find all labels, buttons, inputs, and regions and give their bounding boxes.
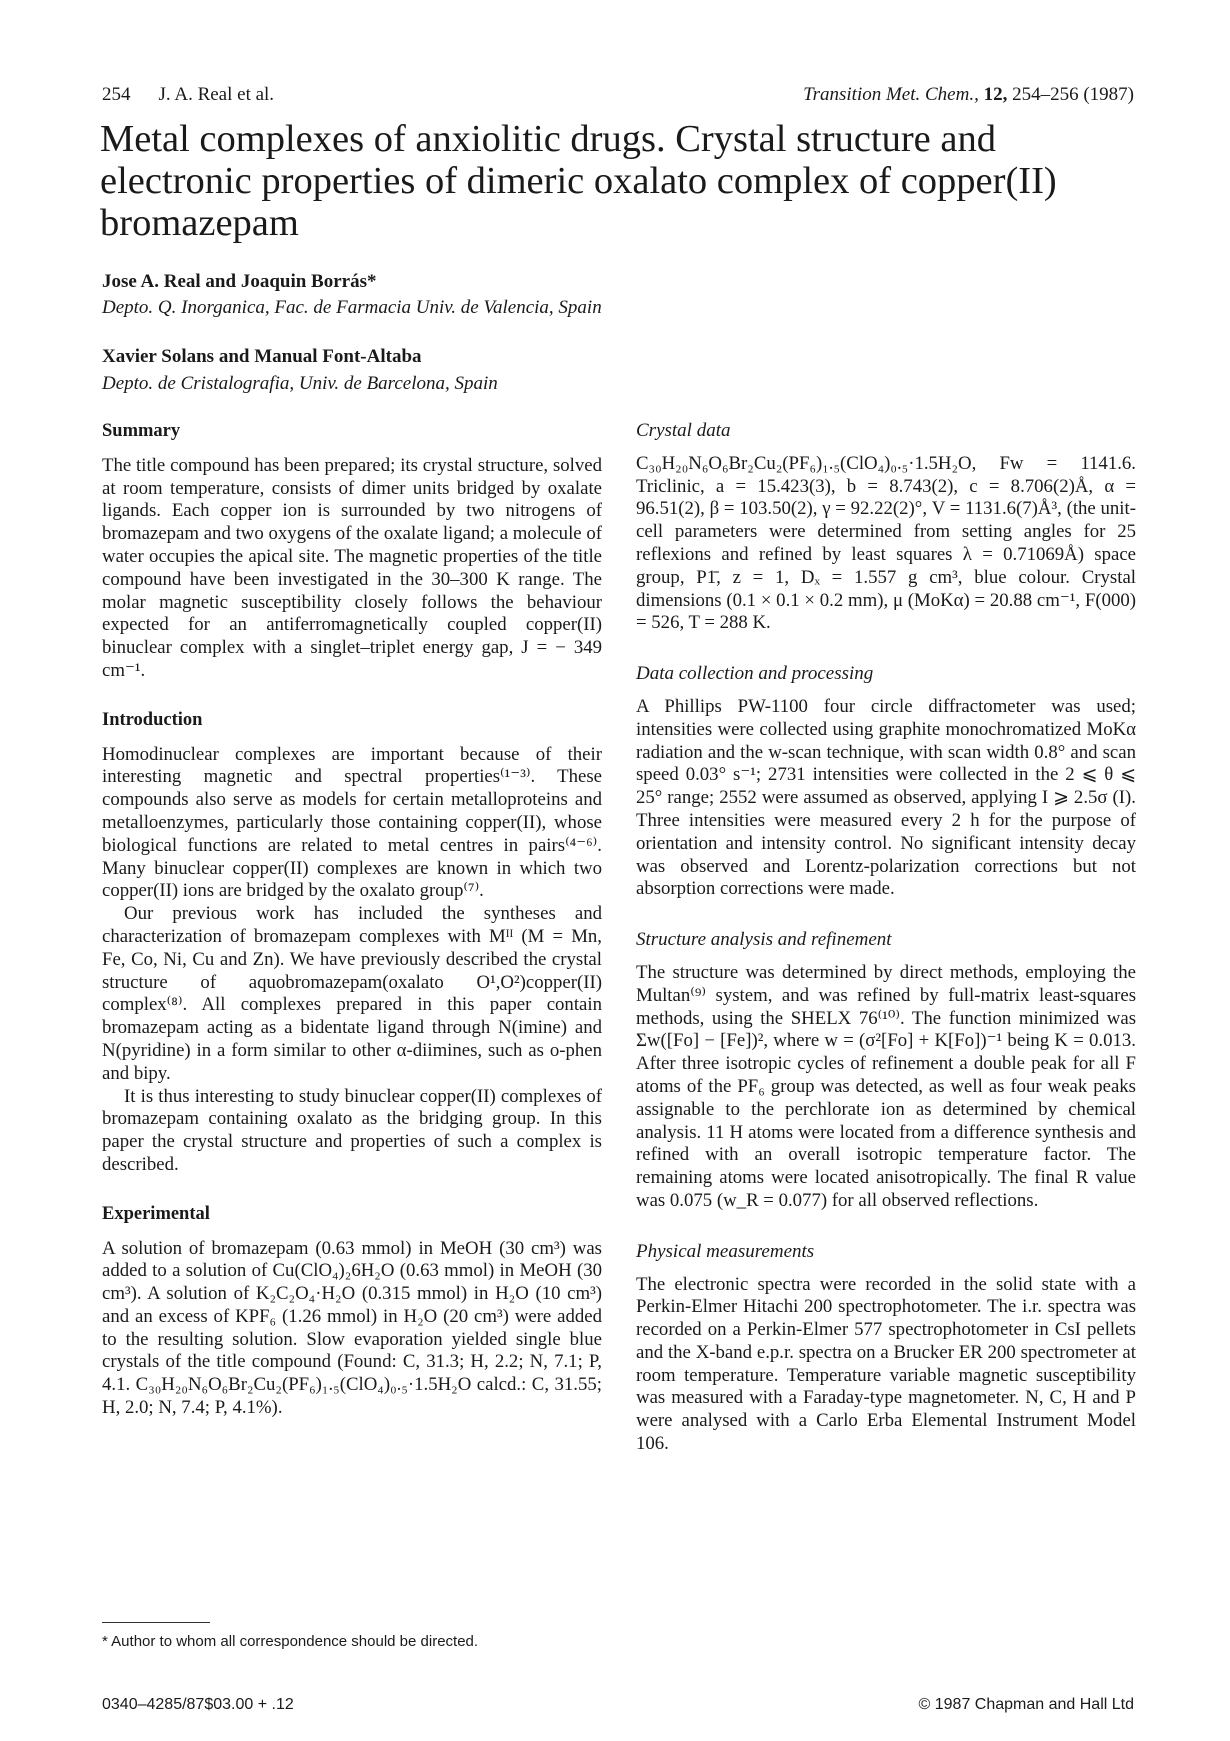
structure-analysis-text: The structure was determined by direct methods, employing the Multan⁽⁹⁾ system, and was refined by full-matrix least-squares methods, using the SHELX 76⁽¹⁰⁾. The function minimized was Σw([Fo] − [Fe])², where w = (σ²[Fo] + K[Fo])⁻¹ being K = 0.013. After three isotropic cycles of refinement a double peak for all F atoms of the PF₆ group was detected, as well as four weak peaks assignable to the perchlorate ion as determined by chemical analysis. 11 H atoms were located from a difference synthesis and refined with an overall isotropic temperature factor. The remaining atoms were located anisotropically. The final R value was 0.075 (w_R = 0.077) for all observed reflections. xyxy=(636,961,1136,1211)
issn-price: 0340–4285/87$03.00 + .12 xyxy=(102,1696,294,1713)
author-group-1: Jose A. Real and Joaquin Borrás* xyxy=(102,271,377,292)
article-title: Metal complexes of anxiolitic drugs. Crystal structure and electronic properties of dimeric oxalato complex of copper(II) bromazepam xyxy=(100,118,1057,244)
experimental-heading: Experimental xyxy=(102,1203,210,1224)
correspondence-footnote: * Author to whom all correspondence should be directed. xyxy=(102,1633,479,1650)
copyright-notice: © 1987 Chapman and Hall Ltd xyxy=(918,1696,1134,1713)
journal-volume: 12, xyxy=(983,84,1008,105)
physical-measurements-text: The electronic spectra were recorded in the solid state with a Perkin-Elmer Hitachi 200 spectrophotometer. The i.r. spectra was recorded on a Perkin-Elmer 577 spectrophotometer in CsI pellets and the X-band e.p.r. spectra on a Brucker ER 200 spectrometer at room temperature. Temperature variable magnetic susceptibility was measured with a Faraday-type magnetometer. N, C, H and P were analysed with a Carlo Erba Elemental Instrument Model 106. xyxy=(636,1273,1136,1455)
journal-name: Transition Met. Chem., xyxy=(803,84,979,105)
affiliation-2: Depto. de Cristalografia, Univ. de Barcelona, Spain xyxy=(102,373,498,394)
running-header-left xyxy=(102,84,274,106)
data-collection-heading: Data collection and processing xyxy=(636,663,874,685)
header-authors: J. A. Real et al. xyxy=(158,84,275,105)
journal-pages-year: 254–256 (1987) xyxy=(1012,84,1134,105)
introduction-heading: Introduction xyxy=(102,709,203,730)
footnote-divider xyxy=(102,1622,210,1623)
author-group-2: Xavier Solans and Manual Font-Altaba xyxy=(102,346,422,367)
introduction-paragraph-2: Our previous work has included the syntheses and characterization of bromazepam complexes with Mᴵᴵ (M = Mn, Fe, Co, Ni, Cu and Zn). We have previously described the crystal structure of aquobromazepam(oxalato O¹,O²)copper(II) complex⁽⁸⁾. All complexes prepared in this paper contain bromazepam acting as a bidentate ligand through N(imine) and N(pyridine) in a form similar to other α-diimines, such as o-phen and bipy. xyxy=(102,903,602,1084)
right-column xyxy=(636,420,1136,1456)
left-column xyxy=(102,420,602,1420)
page-number: 254 xyxy=(102,84,131,105)
summary-text: The title compound has been prepared; its crystal structure, solved at room temperature, consists of dimer units bridged by oxalate ligands. Each copper ion is surrounded by two nitrogens of bromazepam and two oxygens of the oxalate ligand; a molecule of water occupies the apical site. The magnetic properties of the title compound have been investigated in the 30–300 K range. The molar magnetic susceptibility closely follows the behaviour expected for an antiferromagnetically coupled copper(II) binuclear complex with a singlet–triplet energy gap, J = − 349 cm⁻¹. xyxy=(102,454,602,681)
structure-analysis-heading: Structure analysis and refinement xyxy=(636,929,892,951)
crystal-data-text: C₃₀H₂₀N₆O₆Br₂Cu₂(PF₆)₁.₅(ClO₄)₀.₅·1.5H₂O, Fw = 1141.6. Triclinic, a = 15.423(3), b = 8.743(2), c = 8.706(2)Å, α = 96.51(2), β = 103.50(2), γ = 92.22(2)°, V = 1131.6(7)Å³, (the unit-cell parameters were determined from setting angles for 25 reflexions and refined by least squares λ = 0.71069Å) space group, P1̄, z = 1, Dₓ = 1.557 g cm³, blue colour. Crystal dimensions (0.1 × 0.1 × 0.2 mm), μ (MoKα) = 20.88 cm⁻¹, F(000) = 526, T = 288 K. xyxy=(636,452,1136,634)
running-header-right xyxy=(750,84,1134,106)
physical-measurements-heading: Physical measurements xyxy=(636,1240,815,1262)
data-collection-text: A Phillips PW-1100 four circle diffractometer was used; intensities were collected using graphite monochromatized MoKα radiation and the w-scan technique, with scan width 0.8° and scan speed 0.03° s⁻¹; 2731 intensities were collected in the 2 ⩽ θ ⩽ 25° range; 2552 were assumed as observed, applying I ⩾ 2.5σ (I). Three intensities were measured every 2 h for the purpose of orientation and intensity control. No significant intensity decay was observed and Lorentz-polarization corrections but not absorption corrections were made. xyxy=(636,695,1136,900)
introduction-paragraph-1: Homodinuclear complexes are important because of their interesting magnetic and spectral properties⁽¹⁻³⁾. These compounds also serve as models for certain metalloproteins and metalloenzymes, particularly those containing copper(II), whose biological functions are related to metal centres in pairs⁽⁴⁻⁶⁾. Many binuclear copper(II) complexes are known in which two copper(II) ions are bridged by the oxalato group⁽⁷⁾. xyxy=(102,743,602,902)
crystal-data-heading: Crystal data xyxy=(636,420,731,441)
summary-heading: Summary xyxy=(102,421,181,441)
introduction-paragraph-3: It is thus interesting to study binuclear copper(II) complexes of bromazepam containing oxalato as the bridging group. In this paper the crystal structure and properties of such a complex is described. xyxy=(102,1085,602,1175)
affiliation-1: Depto. Q. Inorganica, Fac. de Farmacia Univ. de Valencia, Spain xyxy=(102,297,602,318)
experimental-text: A solution of bromazepam (0.63 mmol) in MeOH (30 cm³) was added to a solution of Cu(ClO₄)₂6H₂O (0.63 mmol) in MeOH (30 cm³). A solution of K₂C₂O₄·H₂O (0.315 mmol) in H₂O (10 cm³) and an excess of KPF₆ (1.26 mmol) in H₂O (20 cm³) were added to the resulting solution. Slow evaporation yielded single blue crystals of the title compound (Found: C, 31.3; H, 2.2; N, 7.1; P, 4.1. C₃₀H₂₀N₆O₆Br₂Cu₂(PF₆)₁.₅(ClO₄)₀.₅·1.5H₂O calcd.: C, 31.55; H, 2.0; N, 7.4; P, 4.1%). xyxy=(102,1237,602,1419)
